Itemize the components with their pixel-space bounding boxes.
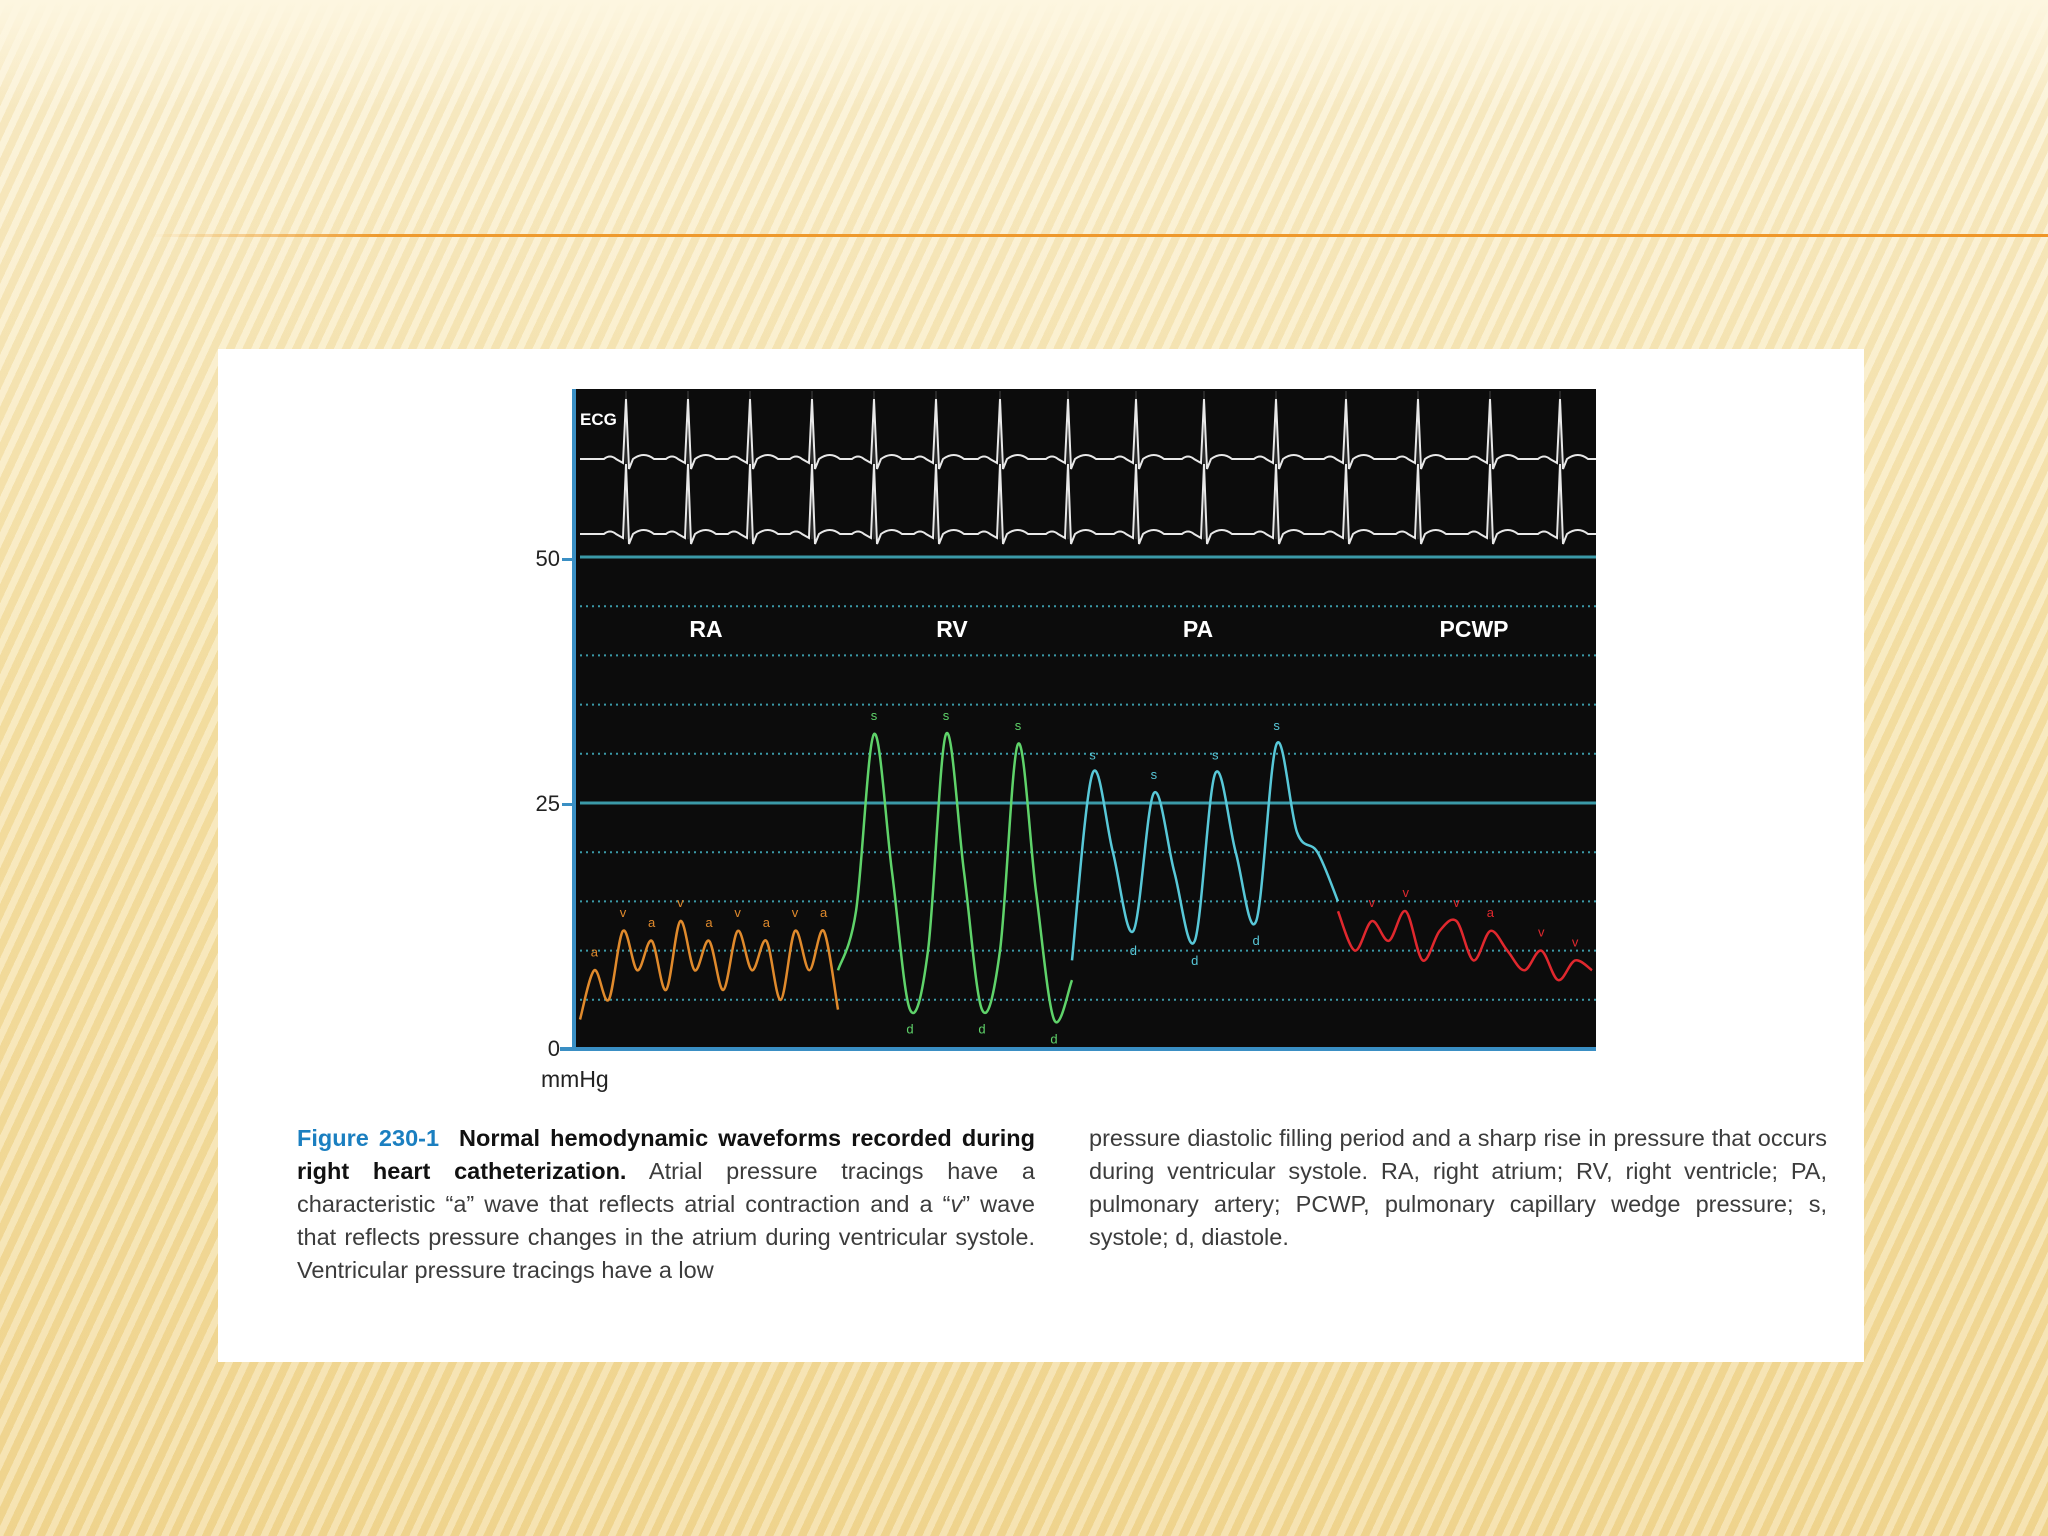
series-line-pa xyxy=(1072,742,1338,960)
peak-label-pa-4: s xyxy=(1150,767,1158,783)
caption-text-2: ” wave that reflects pressure changes in the atrium during ventricular systole. Ventricular pressure tracings have a low xyxy=(297,1191,1035,1283)
peak-label-ra-9: a xyxy=(705,914,713,930)
background-header xyxy=(0,0,2048,110)
ecg-lead-2-trace xyxy=(580,464,1596,544)
peak-label-rv-6: s xyxy=(942,708,950,724)
x-axis-line xyxy=(560,1047,1596,1051)
peak-label-pcwp-7: v xyxy=(1453,895,1460,911)
peak-label-pcwp-9: a xyxy=(1486,904,1495,920)
y-tick-mark-50 xyxy=(562,558,574,561)
peak-label-ra-5: a xyxy=(648,914,656,930)
y-tick-label-50: 50 xyxy=(535,546,560,571)
peak-label-ra-15: v xyxy=(791,904,799,920)
hemodynamic-chart xyxy=(576,389,1596,1051)
peak-label-pa-7: s xyxy=(1211,747,1219,763)
y-tick-label-25: 25 xyxy=(535,791,560,816)
series-label-pcwp: PCWP xyxy=(1439,616,1509,642)
series-line-ra xyxy=(580,921,838,1020)
ecg-lead-1-trace xyxy=(580,399,1596,469)
figure-title: Normal hemodynamic waveforms recorded during right heart catheterization. xyxy=(297,1125,1035,1184)
chart-plot-area xyxy=(576,389,1596,1051)
ecg-label: ECG xyxy=(580,410,617,429)
series-line-rv xyxy=(838,733,1072,1022)
series-label-pa: PA xyxy=(1182,616,1214,642)
peak-label-pa-10: s xyxy=(1273,717,1280,733)
peak-label-ra-11: v xyxy=(734,904,741,920)
series-label-rv: RV xyxy=(936,616,968,642)
series-line-pcwp xyxy=(1338,911,1592,980)
figure-number: Figure 230-1 xyxy=(297,1125,440,1151)
peak-label-ra-3: v xyxy=(619,904,627,920)
caption-text-1: Atrial pressure tracings have a characteristic “a” wave that reflects atrial contraction and a “ xyxy=(297,1158,1036,1217)
y-tick-mark-25 xyxy=(562,803,574,806)
peak-label-ra-13: a xyxy=(762,914,770,930)
peak-label-ra-7: v xyxy=(677,895,684,911)
peak-label-ra-1: a xyxy=(590,944,598,960)
caption-text-continued: pressure diastolic filling period and a sharp rise in pressure that occurs during ventricular systole. RA, right atrium; RV, right ventricle; PA, pulmonary artery; PCWP, pulmonary capillary wedge pressure; s, systole; d, diastole. xyxy=(1089,1125,1827,1250)
figure-caption-right xyxy=(1089,1122,1827,1254)
peak-label-rv-8: d xyxy=(978,1021,986,1037)
peak-label-pa-3: d xyxy=(1129,942,1138,958)
caption-text-v: v xyxy=(950,1191,963,1217)
y-axis-unit-label: mmHg xyxy=(541,1066,609,1092)
peak-label-rv-4: d xyxy=(906,1021,914,1037)
peak-label-pa-9: d xyxy=(1252,933,1260,949)
peak-label-rv-12: d xyxy=(1050,1031,1058,1047)
peak-label-pa-1: s xyxy=(1089,747,1096,763)
peak-label-pcwp-4: v xyxy=(1402,885,1409,901)
y-tick-label-0: 0 xyxy=(547,1036,560,1061)
peak-label-ra-17: a xyxy=(820,904,828,920)
peak-label-pa-6: d xyxy=(1191,952,1199,968)
figure-caption-left xyxy=(297,1122,1035,1287)
peak-label-pcwp-14: v xyxy=(1571,934,1579,950)
title-divider-line xyxy=(150,234,2048,237)
y-tick-mark-0 xyxy=(562,1048,574,1051)
peak-label-pcwp-2: v xyxy=(1368,895,1376,911)
peak-label-rv-10: s xyxy=(1014,717,1022,733)
peak-label-rv-2: s xyxy=(870,708,878,724)
peak-label-pcwp-12: v xyxy=(1537,924,1545,940)
series-label-ra: RA xyxy=(689,616,723,642)
y-axis-line xyxy=(572,389,576,1051)
